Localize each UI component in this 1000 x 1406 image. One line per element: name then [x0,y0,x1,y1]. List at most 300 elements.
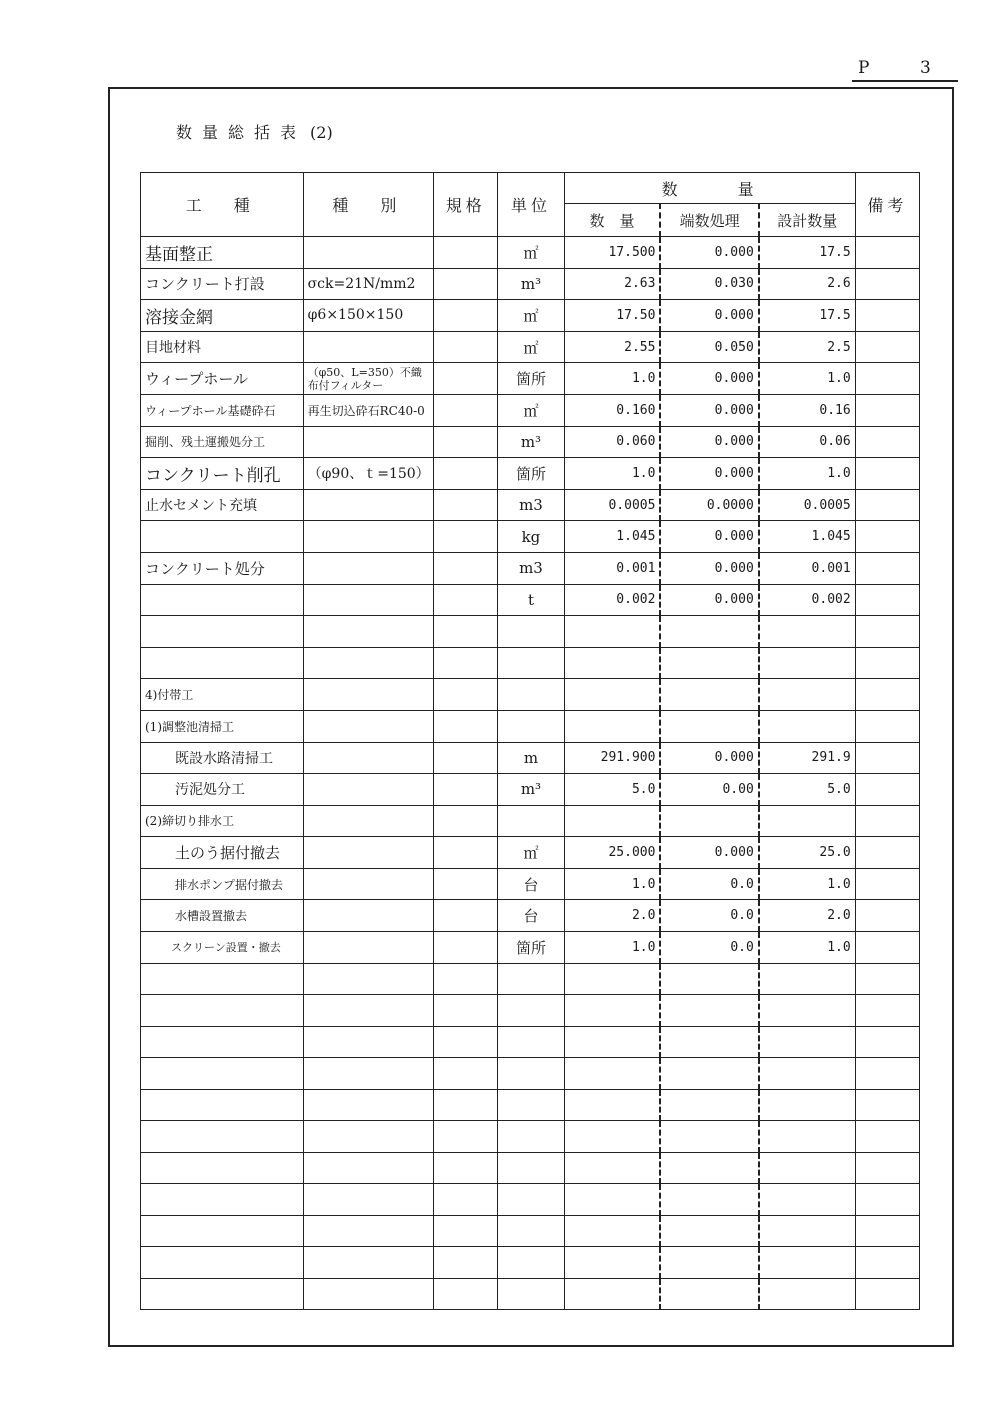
spec-cell [434,489,498,521]
spec-cell [434,1278,498,1310]
spec-cell [434,1247,498,1279]
fraction-cell: 0.000 [660,742,758,774]
category-cell [303,426,433,458]
table-row [141,552,920,584]
unit-cell [498,1058,564,1090]
unit-cell [498,647,564,679]
unit-cell: m [498,742,564,774]
table-row [141,837,920,869]
fraction-cell [660,710,758,742]
spec-cell [434,552,498,584]
quantity-cell: 0.060 [564,426,660,458]
empty-table-row [141,1184,920,1216]
quantity-cell: 25.000 [564,837,660,869]
design-quantity-cell [759,1058,855,1090]
unit-cell: 台 [498,900,564,932]
table-row [141,268,920,300]
fraction-cell: 0.000 [660,837,758,869]
fraction-cell [660,1278,758,1310]
quantity-cell: 17.500 [564,237,660,269]
unit-cell: 箇所 [498,932,564,964]
work-type-cell: (2)締切り排水工 [141,805,304,837]
work-type-cell: ウィープホール基礎砕石 [141,394,304,426]
category-cell [303,995,433,1027]
remarks-cell [855,1215,919,1247]
quantity-cell [564,1058,660,1090]
unit-cell: 台 [498,868,564,900]
category-cell [303,805,433,837]
quantity-cell [564,1247,660,1279]
spec-cell [434,426,498,458]
quantity-cell [564,1089,660,1121]
fraction-cell: 0.000 [660,426,758,458]
work-type-cell: 4)付帯工 [141,679,304,711]
category-cell [303,1152,433,1184]
remarks-cell [855,995,919,1027]
table-row [141,394,920,426]
spec-cell [434,331,498,363]
fraction-cell: 0.0 [660,932,758,964]
remarks-cell [855,679,919,711]
category-cell: σck=21N/mm2 [303,268,433,300]
category-cell [303,900,433,932]
design-quantity-cell: 17.5 [759,300,855,332]
table-row [141,300,920,332]
fraction-cell: 0.000 [660,584,758,616]
category-cell [303,1278,433,1310]
category-cell: 再生切込砕石RC40-0 [303,394,433,426]
category-cell [303,1247,433,1279]
quantity-cell [564,679,660,711]
quantity-cell: 0.0005 [564,489,660,521]
work-type-cell [141,995,304,1027]
quantity-cell [564,1152,660,1184]
empty-table-row [141,1215,920,1247]
work-type-cell [141,1152,304,1184]
category-cell [303,552,433,584]
remarks-cell [855,1247,919,1279]
quantity-cell [564,710,660,742]
category-cell: （φ50、L=350）不織布付フィルター [303,363,433,395]
unit-cell [498,1184,564,1216]
table-row [141,742,920,774]
table-row [141,805,920,837]
spec-cell [434,616,498,648]
fraction-cell: 0.000 [660,394,758,426]
quantity-cell: 0.160 [564,394,660,426]
table-row [141,868,920,900]
fraction-cell [660,1215,758,1247]
quantity-cell [564,616,660,648]
table-row [141,710,920,742]
unit-cell: ㎡ [498,837,564,869]
fraction-cell: 0.050 [660,331,758,363]
table-row [141,237,920,269]
remarks-cell [855,1089,919,1121]
quantity-cell: 0.001 [564,552,660,584]
work-type-cell [141,963,304,995]
design-quantity-cell [759,1247,855,1279]
work-type-cell [141,1247,304,1279]
design-quantity-cell: 25.0 [759,837,855,869]
work-type-cell [141,584,304,616]
table-row [141,331,920,363]
design-quantity-cell [759,1026,855,1058]
remarks-cell [855,805,919,837]
spec-cell [434,742,498,774]
fraction-cell [660,1026,758,1058]
work-type-cell [141,1121,304,1153]
work-type-cell [141,1026,304,1058]
quantity-cell: 2.63 [564,268,660,300]
table-row [141,426,920,458]
category-cell [303,616,433,648]
quantity-cell [564,805,660,837]
design-quantity-cell [759,1278,855,1310]
spec-cell [434,932,498,964]
design-quantity-cell [759,1184,855,1216]
quantity-cell: 1.0 [564,932,660,964]
header-unit: 単位 [498,173,564,237]
remarks-cell [855,363,919,395]
work-type-cell: 排水ポンプ据付撤去 [141,868,304,900]
work-type-cell [141,1184,304,1216]
design-quantity-cell: 0.0005 [759,489,855,521]
unit-cell: m³ [498,774,564,806]
spec-cell [434,995,498,1027]
unit-cell [498,616,564,648]
unit-cell [498,1089,564,1121]
fraction-cell: 0.0000 [660,489,758,521]
category-cell: （φ90、ｔ=150） [303,458,433,490]
fraction-cell: 0.000 [660,458,758,490]
fraction-cell: 0.000 [660,363,758,395]
remarks-cell [855,647,919,679]
empty-table-row [141,1278,920,1310]
empty-table-row [141,1058,920,1090]
spec-cell [434,1089,498,1121]
quantity-cell [564,1215,660,1247]
fraction-cell [660,805,758,837]
spec-cell [434,774,498,806]
empty-table-row [141,995,920,1027]
unit-cell: m³ [498,426,564,458]
work-type-cell: コンクリート打設 [141,268,304,300]
quantity-cell: 291.900 [564,742,660,774]
work-type-cell: 掘削、残土運搬処分工 [141,426,304,458]
category-cell [303,742,433,774]
spec-cell [434,1215,498,1247]
remarks-cell [855,584,919,616]
design-quantity-cell: 1.0 [759,363,855,395]
spec-cell [434,1058,498,1090]
work-type-cell: 基面整正 [141,237,304,269]
unit-cell: 箇所 [498,458,564,490]
remarks-cell [855,774,919,806]
table-row [141,774,920,806]
document-title-sub: (2) [310,123,333,142]
header-work-type: 工 種 [141,173,304,237]
unit-cell: t [498,584,564,616]
design-quantity-cell: 291.9 [759,742,855,774]
category-cell [303,237,433,269]
unit-cell [498,1121,564,1153]
unit-cell [498,1215,564,1247]
quantity-cell [564,963,660,995]
table-row [141,932,920,964]
remarks-cell [855,489,919,521]
category-cell [303,679,433,711]
remarks-cell [855,268,919,300]
remarks-cell [855,742,919,774]
remarks-cell [855,300,919,332]
work-type-cell [141,1215,304,1247]
spec-cell [434,647,498,679]
header-fraction: 端数処理 [660,204,758,237]
design-quantity-cell: 1.0 [759,458,855,490]
category-cell [303,1184,433,1216]
category-cell [303,1089,433,1121]
quantity-cell [564,1121,660,1153]
design-quantity-cell [759,1152,855,1184]
table-row [141,584,920,616]
fraction-cell [660,1152,758,1184]
design-quantity-cell: 0.001 [759,552,855,584]
fraction-cell: 0.000 [660,521,758,553]
unit-cell: m3 [498,489,564,521]
remarks-cell [855,932,919,964]
design-quantity-cell [759,710,855,742]
spec-cell [434,1026,498,1058]
table-row [141,616,920,648]
fraction-cell: 0.000 [660,237,758,269]
design-quantity-cell: 2.6 [759,268,855,300]
design-quantity-cell: 2.5 [759,331,855,363]
unit-cell: ㎡ [498,237,564,269]
fraction-cell: 0.000 [660,552,758,584]
unit-cell [498,679,564,711]
fraction-cell [660,1058,758,1090]
remarks-cell [855,1184,919,1216]
empty-table-row [141,1247,920,1279]
header-quantity-group: 数量 [564,173,855,204]
category-cell [303,963,433,995]
fraction-cell [660,1121,758,1153]
empty-table-row [141,1026,920,1058]
quantity-cell: 1.045 [564,521,660,553]
remarks-cell [855,837,919,869]
remarks-cell [855,868,919,900]
unit-cell [498,995,564,1027]
remarks-cell [855,1121,919,1153]
quantity-cell: 1.0 [564,868,660,900]
work-type-cell: 汚泥処分工 [141,774,304,806]
fraction-cell [660,1184,758,1216]
design-quantity-cell [759,1089,855,1121]
category-cell [303,1026,433,1058]
header-design-quantity: 設計数量 [759,204,855,237]
remarks-cell [855,963,919,995]
fraction-cell [660,1089,758,1121]
table-row [141,363,920,395]
table-row [141,458,920,490]
fraction-cell [660,1247,758,1279]
remarks-cell [855,521,919,553]
header-quantity: 数 量 [564,204,660,237]
remarks-cell [855,1152,919,1184]
fraction-cell: 0.00 [660,774,758,806]
quantity-cell [564,995,660,1027]
work-type-cell: 目地材料 [141,331,304,363]
work-type-cell [141,1058,304,1090]
fraction-cell: 0.000 [660,300,758,332]
design-quantity-cell: 0.06 [759,426,855,458]
spec-cell [434,268,498,300]
design-quantity-cell: 1.0 [759,868,855,900]
quantity-cell [564,1184,660,1216]
design-quantity-cell [759,647,855,679]
work-type-cell [141,521,304,553]
table-row [141,489,920,521]
spec-cell [434,837,498,869]
unit-cell [498,1152,564,1184]
header-spec: 規格 [434,173,498,237]
remarks-cell [855,616,919,648]
quantity-cell [564,1278,660,1310]
unit-cell: m³ [498,268,564,300]
spec-cell [434,805,498,837]
work-type-cell: 土のう据付撤去 [141,837,304,869]
work-type-cell [141,1278,304,1310]
design-quantity-cell [759,1121,855,1153]
page-number-value: 3 [920,58,931,78]
remarks-cell [855,552,919,584]
unit-cell [498,710,564,742]
category-cell [303,1121,433,1153]
unit-cell: ㎡ [498,394,564,426]
spec-cell [434,963,498,995]
design-quantity-cell: 2.0 [759,900,855,932]
table-row [141,521,920,553]
quantity-cell [564,647,660,679]
category-cell [303,868,433,900]
quantity-summary-table [140,172,920,1310]
table-row [141,647,920,679]
design-quantity-cell: 1.045 [759,521,855,553]
unit-cell [498,963,564,995]
unit-cell [498,1026,564,1058]
design-quantity-cell: 17.5 [759,237,855,269]
work-type-cell: スクリーン設置・撤去 [141,932,304,964]
work-type-cell: 水槽設置撤去 [141,900,304,932]
spec-cell [434,710,498,742]
remarks-cell [855,1026,919,1058]
spec-cell [434,679,498,711]
category-cell [303,584,433,616]
table-row [141,679,920,711]
spec-cell [434,1121,498,1153]
remarks-cell [855,710,919,742]
remarks-cell [855,458,919,490]
fraction-cell [660,647,758,679]
category-cell [303,1058,433,1090]
category-cell: φ6×150×150 [303,300,433,332]
design-quantity-cell: 0.16 [759,394,855,426]
category-cell [303,647,433,679]
unit-cell: ㎡ [498,300,564,332]
work-type-cell: (1)調整池清掃工 [141,710,304,742]
category-cell [303,521,433,553]
fraction-cell: 0.0 [660,868,758,900]
empty-table-row [141,1121,920,1153]
remarks-cell [855,900,919,932]
unit-cell: m3 [498,552,564,584]
design-quantity-cell: 1.0 [759,932,855,964]
work-type-cell: 溶接金網 [141,300,304,332]
quantity-cell: 2.55 [564,331,660,363]
spec-cell [434,237,498,269]
table-body [141,237,920,1310]
work-type-cell: 既設水路清掃工 [141,742,304,774]
work-type-cell: コンクリート処分 [141,552,304,584]
design-quantity-cell [759,963,855,995]
remarks-cell [855,237,919,269]
work-type-cell: コンクリート削孔 [141,458,304,490]
spec-cell [434,868,498,900]
spec-cell [434,900,498,932]
remarks-cell [855,394,919,426]
spec-cell [434,300,498,332]
unit-cell: 箇所 [498,363,564,395]
work-type-cell: 止水セメント充填 [141,489,304,521]
spec-cell [434,584,498,616]
page-number [852,58,958,82]
category-cell [303,774,433,806]
spec-cell [434,394,498,426]
design-quantity-cell [759,805,855,837]
design-quantity-cell: 0.002 [759,584,855,616]
unit-cell [498,805,564,837]
unit-cell [498,1278,564,1310]
work-type-cell [141,616,304,648]
remarks-cell [855,331,919,363]
remarks-cell [855,1058,919,1090]
unit-cell: ㎡ [498,331,564,363]
design-quantity-cell [759,995,855,1027]
design-quantity-cell [759,679,855,711]
quantity-cell [564,1026,660,1058]
empty-table-row [141,1089,920,1121]
spec-cell [434,521,498,553]
quantity-cell: 0.002 [564,584,660,616]
header-remarks: 備考 [855,173,919,237]
category-cell [303,489,433,521]
table-row [141,900,920,932]
quantity-cell: 1.0 [564,458,660,490]
spec-cell [434,1184,498,1216]
fraction-cell [660,995,758,1027]
spec-cell [434,1152,498,1184]
fraction-cell: 0.0 [660,900,758,932]
quantity-cell: 1.0 [564,363,660,395]
quantity-cell: 5.0 [564,774,660,806]
category-cell [303,710,433,742]
page-label: P [858,58,870,78]
spec-cell [434,458,498,490]
fraction-cell [660,616,758,648]
work-type-cell: ウィープホール [141,363,304,395]
design-quantity-cell: 5.0 [759,774,855,806]
